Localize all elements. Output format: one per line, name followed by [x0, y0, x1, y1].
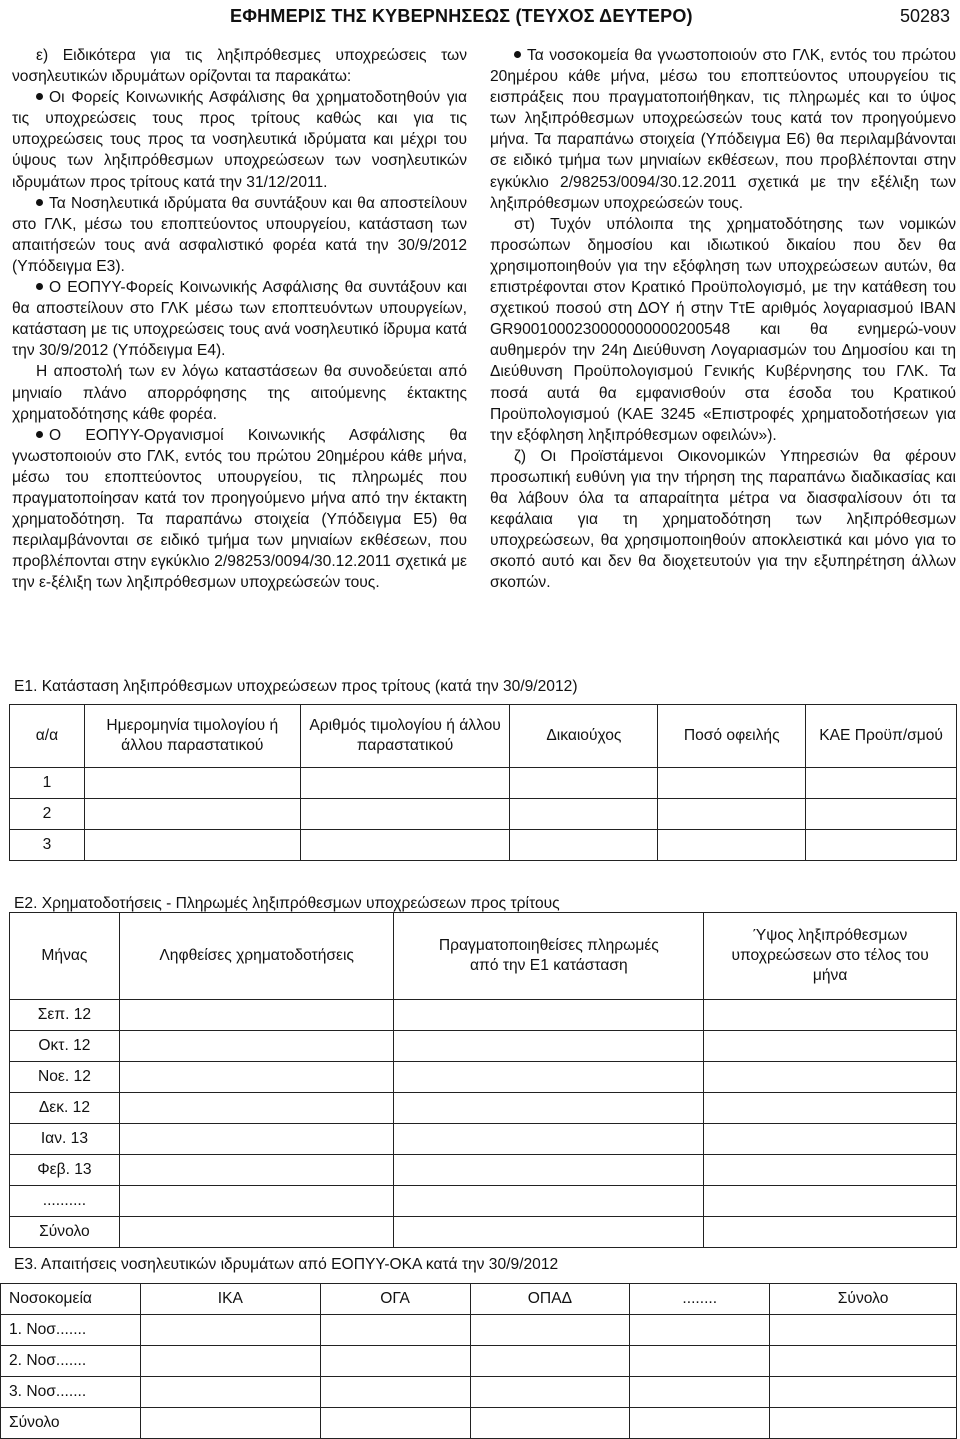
row-number-cell: 2 [10, 799, 85, 830]
left-column [12, 45, 467, 593]
table-cell [510, 768, 658, 799]
table-cell [394, 1155, 704, 1186]
paragraph-text: Τα Νοσηλευτικά ιδρύματα θα συντάξουν και θα αποστείλουν στο ΓΛΚ, μέσω του εποπτεύοντος υπουργείου, κατάσταση των απαιτήσεών τους ανά ασφαλιστικό φορέα κατά την 30/9/2012 (Υπόδειγμα Ε3). [12, 194, 467, 275]
table-cell [806, 830, 957, 861]
table-row [10, 1124, 957, 1155]
table-cell [630, 1377, 770, 1408]
header-cell: ΟΓΑ [320, 1284, 470, 1315]
table-row [10, 830, 957, 861]
paragraph-text: Οι Φορείς Κοινωνικής Ασφάλισης θα χρηματοδοτηθούν για τις υποχρεώσεις τους προς τρίτους καθώς και για τις υποχρεώσεις τους προς τα νοσηλευτικά ιδρύματα και μέχρι του ύψους των ληξιπρόθεσμων υποχρεώσεων των νοσηλευτικών ιδρυμάτων προς τρίτους κατά την 31/12/2011. [12, 89, 467, 191]
header-cell: α/α [10, 705, 85, 768]
paragraph: στ) Τυχόν υπόλοιπα της χρηματοδότησης των νομικών προσώπων δημοσίου και ιδιωτικού δικαίου που δεν θα χρησιμοποιηθούν για την εξόφληση των υποχρεώσεων αυτών, θα επιστρέφονται στον Κρατικό Προϋπολογισμό, με την κατάθεση του σχετικού ποσού στη ΔΟΥ ή στην ΤτΕ αριθμός λογαριασμού IBAN GR9001000230000000000200548 και θα ενημερώ-νουν αυθημερόν την 24η Διεύθυνση Λογαριασμών του Δημοσίου και τη Διεύθυνση Προϋπολογισμού Γενικής Κυβέρνησης του ΓΛΚ. Τα ποσά αυτά θα εμφανισθούν στα έσοδα του Κρατικού Προϋπολογισμού (ΚΑΕ 3245 «Επιστροφές χρηματοδοτήσεων για την εξόφληση ληξιπρόθεσμων οφειλών»). [490, 215, 956, 444]
page-number: 50283 [899, 6, 950, 26]
table-cell [119, 1000, 394, 1031]
hospital-cell: 3. Νοσ....... [1, 1377, 141, 1408]
table-e2 [9, 912, 957, 1248]
table-cell [806, 799, 957, 830]
table-cell [320, 1408, 470, 1439]
table-row [10, 768, 957, 799]
table-e1 [9, 704, 957, 861]
header-cell: ΚΑΕ Προϋπ/σμού [806, 705, 957, 768]
table-cell [300, 768, 510, 799]
header-cell: ΟΠΑΔ [470, 1284, 630, 1315]
table-cell [658, 799, 806, 830]
table-cell [119, 1124, 394, 1155]
table-row [1, 1377, 957, 1408]
page-header [230, 6, 950, 28]
header-cell: Μήνας [10, 913, 120, 1000]
month-cell: Δεκ. 12 [10, 1093, 120, 1124]
table-cell [470, 1346, 630, 1377]
table-cell [119, 1093, 394, 1124]
table-cell [394, 1000, 704, 1031]
table-cell [394, 1124, 704, 1155]
row-number-cell: 1 [10, 768, 85, 799]
header-cell: Ύψος ληξιπρόθεσμων υποχρεώσεων στο τέλος του μήνα [704, 913, 957, 1000]
bullet-paragraph [12, 193, 467, 277]
table-cell [84, 768, 300, 799]
paragraph: Η αποστολή των εν λόγω καταστάσεων θα συνοδεύεται από μηνιαίο πλάνο απορρόφησης της αιτούμενης έκτακτης χρηματοδότησης κάθε φορέα. [12, 363, 467, 423]
bullet-paragraph [490, 45, 956, 214]
header-cell: Σύνολο [770, 1284, 957, 1315]
table-cell [119, 1217, 394, 1248]
table-cell [320, 1377, 470, 1408]
table-cell [394, 1217, 704, 1248]
table-cell [119, 1155, 394, 1186]
table-cell [119, 1031, 394, 1062]
month-cell: Οκτ. 12 [10, 1031, 120, 1062]
table-e1-caption: Ε1. Κατάσταση ληξιπρόθεσμων υποχρεώσεων προς τρίτους (κατά την 30/9/2012) [14, 678, 578, 695]
row-number-cell: 3 [10, 830, 85, 861]
table-row [10, 1186, 957, 1217]
gazette-title: ΕΦΗΜΕΡΙΣ ΤΗΣ ΚΥΒΕΡΝΗΣΕΩΣ (ΤΕΥΧΟΣ ΔΕΥΤΕΡΟ) [230, 6, 693, 26]
total-cell: Σύνολο [10, 1217, 120, 1248]
table-cell [806, 768, 957, 799]
table-cell [140, 1408, 320, 1439]
table-cell [704, 1031, 957, 1062]
table-cell [704, 1186, 957, 1217]
table-header-row [10, 705, 957, 768]
table-cell [84, 830, 300, 861]
table-cell [704, 1124, 957, 1155]
header-cell: Ημερομηνία τιμολογίου ή άλλου παραστατικού [84, 705, 300, 768]
paragraph-text: Τα νοσοκομεία θα γνωστοποιούν στο ΓΛΚ, εντός του πρώτου 20ημέρου κάθε μήνα, μέσω του εποπτεύοντος υπουργείου τις εισπράξεις που πραγματοποιήθηκαν, τις πληρωμές και το ύψος των ληξιπρόθεσμων υποχρεώσεών τους κατά τον προηγούμενο μήνα. Τα παραπάνω στοιχεία (Υπόδειγμα Ε6) θα περιλαμβάνονται σε ειδικό τμήμα των μηνιαίων εκθέσεων, που προβλέπονται στην εγκύκλιο 2/98253/0094/30.12.2011 σχετικά με την εξέλιξη των ληξιπρόθεσμων υποχρεώσεών τους. [490, 47, 956, 212]
month-cell: Νοε. 12 [10, 1062, 120, 1093]
table-cell [630, 1346, 770, 1377]
bullet-paragraph [12, 87, 467, 192]
header-cell: Αριθμός τιμολογίου ή άλλου παραστατικού [300, 705, 510, 768]
table-row [10, 1217, 957, 1248]
table-row [1, 1315, 957, 1346]
table-row [10, 1093, 957, 1124]
month-cell: Φεβ. 13 [10, 1155, 120, 1186]
bullet-icon [36, 93, 43, 100]
table-cell [394, 1031, 704, 1062]
table-cell [470, 1408, 630, 1439]
table-header-row [10, 913, 957, 1000]
month-cell: Σεπ. 12 [10, 1000, 120, 1031]
table-cell [119, 1186, 394, 1217]
header-cell: Δικαιούχος [510, 705, 658, 768]
table-e3-caption: Ε3. Απαιτήσεις νοσηλευτικών ιδρυμάτων από ΕΟΠΥΥ-ΟΚΑ κατά την 30/9/2012 [14, 1256, 559, 1273]
header-cell: Πραγματοποιηθείσες πληρωμές από την Ε1 κατάσταση [394, 913, 704, 1000]
table-cell [470, 1377, 630, 1408]
table-row [1, 1408, 957, 1439]
table-cell [140, 1346, 320, 1377]
month-cell: .......... [10, 1186, 120, 1217]
table-cell [658, 768, 806, 799]
bullet-icon [514, 51, 521, 58]
header-cell: ........ [630, 1284, 770, 1315]
header-cell: ΙΚΑ [140, 1284, 320, 1315]
table-header-row [1, 1284, 957, 1315]
table-cell [704, 1000, 957, 1031]
paragraph: ζ) Οι Προϊστάμενοι Οικονομικών Υπηρεσιών θα φέρουν προσωπική ευθύνη για την τήρηση της παραπάνω διαδικασίας και θα λάβουν όλα τα απαραίτητα μέτρα να διασφαλίσουν ότι τα κεφάλαια για τη χρηματοδότηση των ληξιπρόθεσμων υποχρεώσεων, θα χρησιμοποιηθούν αποκλειστικά και μόνο για το σκοπό αυτό και δεν θα διοχετευτούν για την εξυπηρέτηση άλλων σκοπών. [490, 447, 956, 592]
bullet-paragraph [12, 277, 467, 361]
bullet-icon [36, 283, 43, 290]
total-cell: Σύνολο [1, 1408, 141, 1439]
table-cell [300, 799, 510, 830]
table-e2-caption: Ε2. Χρηματοδοτήσεις - Πληρωμές ληξιπρόθεσμων υποχρεώσεων προς τρίτους [14, 895, 560, 912]
table-cell [320, 1315, 470, 1346]
hospital-cell: 1. Νοσ....... [1, 1315, 141, 1346]
table-cell [470, 1315, 630, 1346]
month-cell: Ιαν. 13 [10, 1124, 120, 1155]
table-cell [510, 799, 658, 830]
table-cell [300, 830, 510, 861]
table-cell [320, 1346, 470, 1377]
bullet-icon [36, 431, 43, 438]
bullet-paragraph [12, 425, 467, 594]
bullet-icon [36, 199, 43, 206]
header-cell: Ποσό οφειλής [658, 705, 806, 768]
table-cell [510, 830, 658, 861]
table-cell [704, 1155, 957, 1186]
table-cell [770, 1346, 957, 1377]
table-cell [658, 830, 806, 861]
paragraph: ε) Ειδικότερα για τις ληξιπρόθεσμες υποχρεώσεις των νοσηλευτικών ιδρυμάτων ορίζονται τα παρακάτω: [12, 47, 467, 86]
table-cell [140, 1377, 320, 1408]
table-cell [770, 1377, 957, 1408]
table-row [10, 799, 957, 830]
table-cell [140, 1315, 320, 1346]
table-cell [84, 799, 300, 830]
hospital-cell: 2. Νοσ....... [1, 1346, 141, 1377]
table-cell [394, 1062, 704, 1093]
paragraph-text: Ο ΕΟΠΥΥ-Οργανισμοί Κοινωνικής Ασφάλισης θα γνωστοποιούν στο ΓΛΚ, εντός του πρώτου 20ημέρου κάθε μήνα, μέσω του εποπτεύοντος υπουργείου, τις πληρωμές που πραγματοποίησαν κατά τον προηγούμενο μήνα από την έκτακτη χρηματοδότηση. Τα παραπάνω στοιχεία (Υπόδειγμα Ε5) θα περιλαμβάνονται σε ειδικό τμήμα των μηνιαίων εκθέσεων, που προβλέπονται στην εγκύκλιο 2/98253/0094/30.12.2011 σχετικά με την ε-ξέλιξη των ληξιπρόθεσμων υποχρεώσεών τους. [12, 426, 467, 592]
header-cell: Ληφθείσες χρηματοδοτήσεις [119, 913, 394, 1000]
table-cell [630, 1315, 770, 1346]
paragraph-text: Ο ΕΟΠΥΥ-Φορείς Κοινωνικής Ασφάλισης θα συντάξουν και θα αποστείλουν στο ΓΛΚ μέσω των εποπτευόντων υπουργείων, κατάσταση με τις υποχρεώσεις τους ανά νοσηλευτικό ίδρυμα κατά την 30/9/2012 (Υπόδειγμα Ε4). [12, 279, 467, 360]
table-row [1, 1346, 957, 1377]
header-cell: Νοσοκομεία [1, 1284, 141, 1315]
table-cell [770, 1408, 957, 1439]
table-cell [770, 1315, 957, 1346]
table-cell [630, 1408, 770, 1439]
right-column [490, 45, 956, 593]
table-row [10, 1000, 957, 1031]
table-row [10, 1155, 957, 1186]
table-cell [704, 1062, 957, 1093]
table-e3 [0, 1283, 957, 1439]
table-cell [704, 1217, 957, 1248]
table-row [10, 1031, 957, 1062]
table-cell [394, 1093, 704, 1124]
table-cell [704, 1093, 957, 1124]
table-row [10, 1062, 957, 1093]
table-cell [394, 1186, 704, 1217]
table-cell [119, 1062, 394, 1093]
